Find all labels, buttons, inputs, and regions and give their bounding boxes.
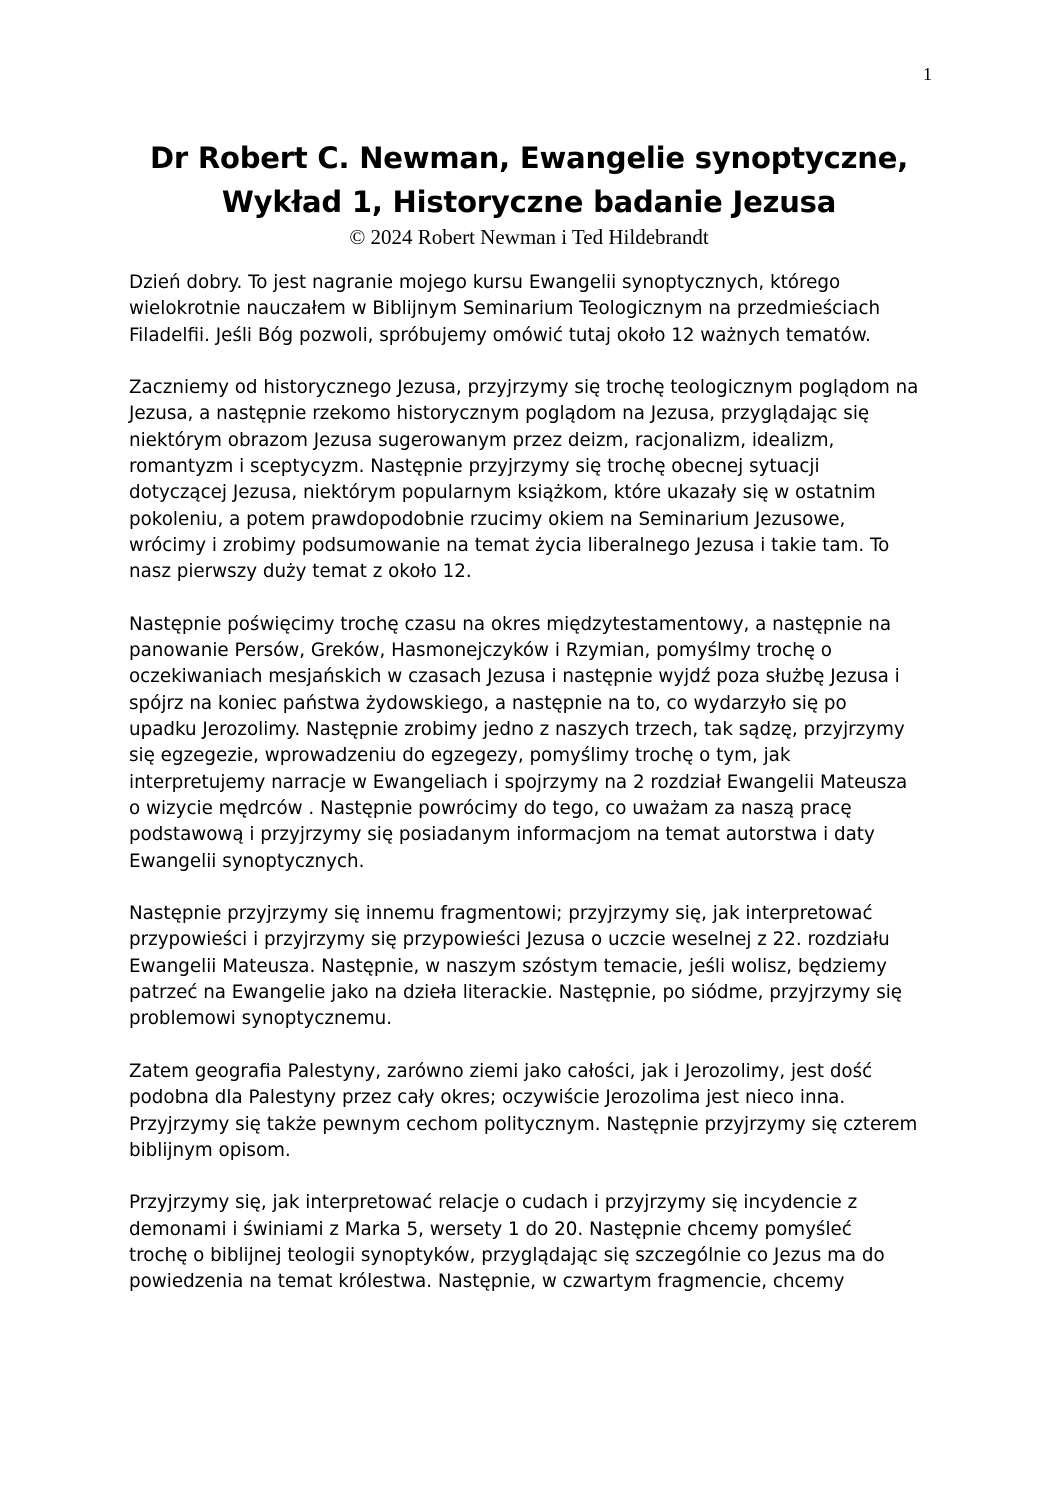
paragraph (129, 270, 929, 349)
copyright-notice: © 2024 Robert Newman i Ted Hildebrandt (349, 225, 709, 249)
paragraph (129, 1059, 929, 1164)
paragraph-line: Przyjrzymy się także pewnym cechom politycznym. Następnie przyjrzymy się czterem (129, 1113, 918, 1135)
paragraph-line: nasz pierwszy duży temat z około 12. (129, 561, 472, 583)
paragraph-line: Ewangelii synoptycznych. (129, 850, 365, 872)
paragraph-line: dotyczącej Jezusa, niektórym popularnym książkom, które ukazały się w ostatnim (129, 482, 876, 504)
paragraph-line: Filadelfii. Jeśli Bóg pozwoli, spróbujemy omówić tutaj około 12 ważnych tematów. (129, 324, 871, 346)
paragraph-line: spójrz na koniec państwa żydowskiego, a następnie na to, co wydarzyło się po (129, 692, 847, 714)
paragraph-line: demonami i świniami z Marka 5, wersety 1 do 20. Następnie chcemy pomyśleć (129, 1218, 852, 1240)
paragraph-line: Jezusa, a następnie rzekomo historycznym poglądom na Jezusa, przyglądając się (129, 403, 870, 425)
paragraph-line: Przyjrzymy się, jak interpretować relacje o cudach i przyjrzymy się incydencie z (129, 1192, 858, 1214)
paragraph-line: biblijnym opisom. (129, 1139, 291, 1161)
paragraph-line: upadku Jerozolimy. Następnie zrobimy jedno z naszych trzech, tak sądzę, przyjrzymy (129, 719, 905, 741)
paragraph-line: powiedzenia na temat królestwa. Następnie, w czwartym fragmencie, chcemy (129, 1271, 845, 1293)
paragraph-line: Ewangelii Mateusza. Następnie, w naszym szóstym temacie, jeśli wolisz, będziemy (129, 955, 887, 977)
document-header (100, 136, 958, 250)
document-title-line-2: Wykład 1, Historyczne badanie Jezusa (221, 185, 837, 219)
paragraph-line: niektórym obrazom Jezusa sugerowanym przez deizm, racjonalizm, idealizm, (129, 429, 835, 451)
paragraph-line: się egzegezie, wprowadzeniu do egzegezy, pomyślimy trochę o tym, jak (129, 745, 791, 767)
paragraph-line: oczekiwaniach mesjańskich w czasach Jezusa i następnie wyjdź poza służbę Jezusa i (129, 666, 900, 688)
paragraph (129, 1190, 929, 1295)
document-title-line-1: Dr Robert C. Newman, Ewangelie synoptyczne, (149, 141, 909, 175)
paragraph-line: wrócimy i zrobimy podsumowanie na temat życia liberalnego Jezusa i takie tam. To (129, 534, 890, 556)
paragraph-line: interpretujemy narracje w Ewangeliach i spojrzymy na 2 rozdział Ewangelii Mateusza (129, 771, 908, 793)
paragraph (129, 375, 929, 585)
paragraph-line: panowanie Persów, Greków, Hasmonejczyków i Rzymian, pomyślmy trochę o (129, 640, 832, 662)
paragraph-line: Następnie poświęcimy trochę czasu na okres międzytestamentowy, a następnie na (129, 613, 892, 635)
paragraph-line: wielokrotnie nauczałem w Biblijnym Seminarium Teologicznym na przedmieściach (129, 298, 881, 320)
paragraph (129, 612, 929, 875)
paragraph-line: Następnie przyjrzymy się innemu fragmentowi; przyjrzymy się, jak interpretować (129, 903, 873, 925)
paragraph-line: pokoleniu, a potem prawdopodobnie rzucimy okiem na Seminarium Jezusowe, (129, 508, 846, 530)
paragraph-line: Zatem geografia Palestyny, zarówno ziemi jako całości, jak i Jerozolimy, jest dość (129, 1060, 873, 1082)
document-body (129, 270, 929, 1322)
paragraph-line: przypowieści i przyjrzymy się przypowieści Jezusa o uczcie weselnej z 22. rozdziału (129, 929, 890, 951)
paragraph-line: patrzeć na Ewangelie jako na dzieła literackie. Następnie, po siódme, przyjrzymy się (129, 982, 903, 1004)
paragraph-line: problemowi synoptycznemu. (129, 1008, 393, 1030)
paragraph-line: trochę o biblijnej teologii synoptyków, przyglądając się szczególnie co Jezus ma do (129, 1244, 885, 1266)
paragraph-line: Dzień dobry. To jest nagranie mojego kursu Ewangelii synoptycznych, którego (129, 272, 841, 293)
paragraph-line: podobna dla Palestyny przez cały okres; oczywiście Jerozolima jest nieco inna. (129, 1087, 846, 1109)
page-number: 1 (923, 64, 932, 84)
paragraph-line: podstawową i przyjrzymy się posiadanym informacjom na temat autorstwa i daty (129, 824, 875, 846)
paragraph-line: romantyzm i sceptycyzm. Następnie przyjrzymy się trochę obecnej sytuacji (129, 456, 820, 478)
paragraph-line: Zaczniemy od historycznego Jezusa, przyjrzymy się trochę teologicznym poglądom na (129, 377, 919, 399)
paragraph-line: o wizycie mędrców . Następnie powrócimy do tego, co uważam za naszą pracę (129, 797, 852, 819)
paragraph (129, 901, 929, 1032)
